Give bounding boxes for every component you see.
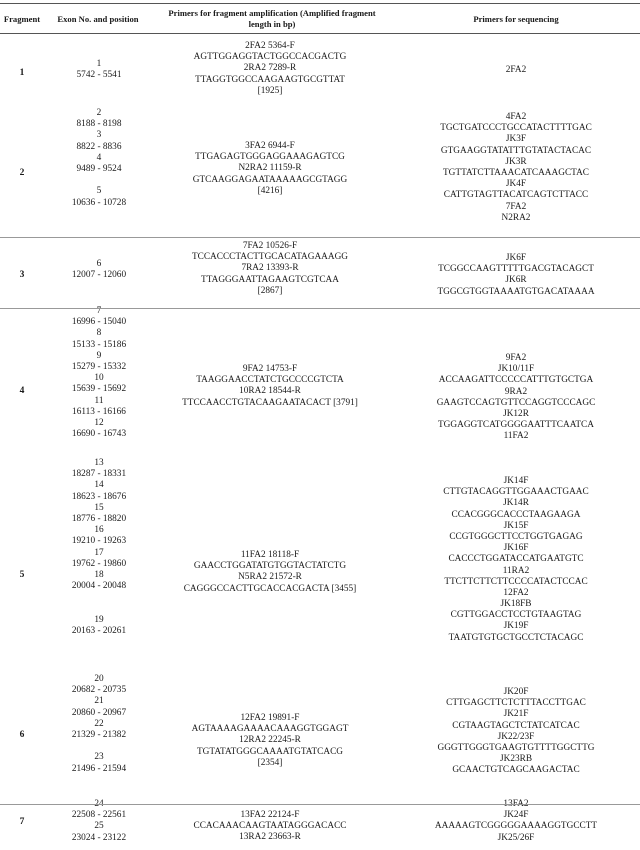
- sequencing-cell-line: JK6R: [505, 275, 527, 286]
- exon-cell: [44, 259, 154, 281]
- exon-cell-line: 15639 - 15692: [71, 384, 127, 395]
- sequencing-cell-line: JK20F: [503, 687, 529, 697]
- fragment-number: 4: [19, 386, 25, 396]
- header-fragment: Fragment: [3, 14, 41, 24]
- fragment-number: 6: [19, 730, 25, 740]
- exon-cell-line: 2: [96, 108, 102, 118]
- sequencing-cell-line: 9RA2: [504, 386, 528, 397]
- exon-cell-line: 10636 - 10728: [71, 197, 127, 208]
- exon-cell-line: 21329 - 21382: [71, 729, 127, 740]
- amplification-cell-line: N5RA2 21572-R: [238, 572, 302, 583]
- exon-cell: [44, 799, 154, 844]
- exon-cell-line: [44, 603, 154, 614]
- exon-cell-line: 11: [94, 395, 104, 406]
- sequencing-cell-line: JK21F: [503, 709, 529, 720]
- sequencing-cell-line: 13FA2: [503, 799, 529, 809]
- amplification-cell-line: CCACAAACAAGTAATAGGGACACC: [193, 821, 347, 832]
- amplification-cell-line: 10RA2 18544-R: [239, 386, 301, 397]
- sequencing-cell: [392, 799, 640, 844]
- sequencing-cell-line: JK22/23F: [497, 731, 535, 742]
- sequencing-cell-line: GTGAAGGTATATTTGTATACTACAC: [440, 145, 592, 156]
- exon-cell-line: 12: [94, 417, 104, 428]
- sequencing-cell-line: JK4F: [505, 179, 527, 190]
- amplification-cell-line: 3FA2 6944-F: [245, 141, 295, 151]
- header-bottom-rule: [0, 33, 640, 34]
- sequencing-cell-line: TGTTATCTTAAACATCAAAGCTAC: [443, 167, 589, 178]
- sequencing-cell-line: CATTGTAGTTACATCAGTCTTACC: [443, 190, 589, 201]
- sequencing-cell: [392, 253, 640, 298]
- row-divider: [0, 237, 640, 238]
- sequencing-cell-line: JK10/11F: [497, 364, 535, 375]
- exon-cell-line: 8: [96, 328, 102, 339]
- sequencing-cell-line: JK25/26F: [497, 832, 535, 843]
- amplification-cell-line: AGTAAAAGAAAACAAAGGTGGAGT: [191, 724, 349, 735]
- exon-cell-line: 19762 - 19860: [71, 558, 127, 569]
- sequencing-cell-line: 7FA2: [505, 201, 527, 212]
- sequencing-cell-line: 9FA2: [505, 353, 527, 363]
- amplification-cell-line: [2354]: [257, 757, 283, 768]
- exon-cell-line: 18623 - 18676: [71, 491, 127, 502]
- fragment-number: 1: [19, 68, 25, 78]
- sequencing-cell-line: N2RA2: [501, 212, 531, 223]
- exon-cell-line: 7: [96, 306, 102, 316]
- exon-cell-line: 1: [96, 59, 102, 69]
- exon-cell-line: 20682 - 20735: [71, 685, 127, 696]
- exon-cell-line: 16690 - 16743: [71, 429, 127, 440]
- amplification-cell-line: 13RA2 23663-R: [239, 832, 301, 843]
- amplification-cell-line: 2FA2 5364-F: [245, 41, 295, 51]
- sequencing-cell-line: CACCCTGGATACCATGAATGTC: [448, 554, 584, 565]
- fragment-number: 2: [19, 168, 25, 178]
- exon-cell-line: 12007 - 12060: [71, 270, 127, 281]
- amplification-cell: [150, 810, 390, 844]
- sequencing-cell-line: CTTGAGCTTCTCTTTACCTTGAC: [446, 698, 586, 709]
- amplification-cell-line: 13FA2 22124-F: [240, 810, 300, 820]
- exon-cell: [44, 306, 154, 440]
- exon-cell-line: 6: [96, 259, 102, 269]
- sequencing-cell-line: JK12R: [503, 408, 529, 419]
- sequencing-cell-line: JK14R: [503, 498, 529, 509]
- sequencing-cell: [392, 353, 640, 443]
- amplification-cell: [150, 364, 390, 409]
- amplification-cell: [150, 241, 390, 297]
- sequencing-cell-line: GCAACTGTCAGCAAGACTAC: [452, 765, 580, 776]
- amplification-cell-line: TAAGGAACCTATCTGCCCCGTCTA: [196, 375, 344, 386]
- exon-cell: [44, 108, 154, 209]
- sequencing-cell-line: GGGTTGGGTGAAGTGTTTTGGCTTG: [437, 742, 595, 753]
- fragment-number: 5: [19, 570, 25, 580]
- exon-cell-line: 19210 - 19263: [71, 536, 127, 547]
- sequencing-cell-line: JK23RB: [499, 754, 533, 765]
- sequencing-cell-line: JK14F: [503, 476, 529, 486]
- amplification-cell-line: 12RA2 22245-R: [239, 735, 301, 746]
- sequencing-cell: [392, 112, 640, 224]
- exon-cell-line: 18776 - 18820: [71, 513, 127, 524]
- exon-cell-line: 22508 - 22561: [71, 810, 127, 821]
- sequencing-cell-line: JK19F: [503, 621, 529, 632]
- sequencing-cell-line: ACCAAGATTCCCCCATTTGTGCTGA: [438, 375, 594, 386]
- amplification-cell-line: N2RA2 11159-R: [238, 163, 302, 174]
- sequencing-cell-line: TAATGTGTGCTGCCTCTACAGC: [448, 632, 584, 643]
- exon-cell-line: 25: [94, 821, 104, 832]
- exon-cell-line: 16: [94, 525, 104, 536]
- sequencing-cell-line: AAAAAGTCGGGGGAAAAGGTGCCTT: [434, 821, 598, 832]
- sequencing-cell-line: JK16F: [503, 543, 529, 554]
- exon-cell: [44, 59, 154, 81]
- exon-cell-line: 8822 - 8836: [76, 141, 122, 152]
- amplification-cell-line: GTCAAGGAGAATAAAAAGCGTAGG: [192, 174, 348, 185]
- sequencing-cell-line: 4FA2: [505, 112, 527, 122]
- exon-cell-line: 20860 - 20967: [71, 707, 127, 718]
- sequencing-cell-line: CGTAAGTAGCTCTATCATCAC: [452, 720, 580, 731]
- exon-cell-line: 13: [94, 458, 104, 468]
- fragment-number: 7: [19, 817, 25, 827]
- amplification-cell-line: [1925]: [257, 85, 283, 96]
- exon-cell-line: 23: [94, 752, 104, 763]
- exon-cell-line: 18287 - 18331: [71, 469, 127, 480]
- exon-cell-line: 17: [94, 547, 104, 558]
- amplification-cell-line: 12FA2 19891-F: [240, 713, 300, 723]
- sequencing-cell-line: TTCTTCTTCTTCCCCATACTCCAC: [444, 576, 588, 587]
- header-exon: Exon No. and position: [57, 14, 139, 24]
- exon-cell-line: 20004 - 20048: [71, 581, 127, 592]
- exon-cell-line: [44, 175, 154, 186]
- exon-cell-line: 21: [94, 696, 104, 707]
- sequencing-cell-line: JK3R: [505, 156, 527, 167]
- exon-cell-line: 5: [96, 186, 102, 197]
- exon-cell: [44, 458, 154, 637]
- amplification-cell-line: TGTATATGGGCAAAATGTATCACG: [197, 746, 343, 757]
- sequencing-cell-line: JK6F: [505, 253, 527, 263]
- sequencing-cell-line: 2FA2: [505, 65, 527, 75]
- header-sequencing: Primers for sequencing: [473, 14, 559, 24]
- amplification-cell-line: CAGGGCCACTTGCACCACGACTA [3455]: [183, 583, 357, 594]
- exon-cell-line: 9489 - 9524: [76, 163, 122, 174]
- fragment-number: 3: [19, 270, 25, 280]
- sequencing-cell-line: CTTGTACAGGTTGGAAACTGAAC: [443, 487, 589, 498]
- exon-cell-line: 16996 - 15040: [71, 317, 127, 328]
- exon-cell-line: 15: [94, 502, 104, 513]
- sequencing-cell-line: JK24F: [503, 810, 529, 821]
- sequencing-cell-line: CCACGGGCACCCTAAGAAGA: [451, 509, 581, 520]
- sequencing-cell-line: JK18FB: [500, 599, 532, 610]
- exon-cell-line: 24: [94, 799, 104, 809]
- sequencing-cell-line: TCGGCCAAGTTTTTGACGTACAGCT: [438, 264, 594, 275]
- amplification-cell-line: 9FA2 14753-F: [242, 364, 298, 374]
- sequencing-cell: [392, 65, 640, 76]
- sequencing-cell-line: TGGCGTGGTAAAATGTGACATAAAA: [437, 286, 595, 297]
- exon-cell-line: 20163 - 20261: [71, 625, 127, 636]
- amplification-cell-line: [2867]: [257, 285, 283, 296]
- amplification-cell-line: TTCCAACCTGTACAAGAATACACT [3791]: [182, 397, 358, 408]
- amplification-cell-line: 7RA2 13393-R: [241, 263, 299, 274]
- amplification-cell: [150, 550, 390, 595]
- row-divider: [0, 308, 640, 309]
- amplification-cell-line: 7FA2 10526-F: [242, 241, 298, 251]
- table-top-rule: [0, 3, 640, 4]
- exon-cell-line: 5742 - 5541: [76, 70, 122, 81]
- row-divider: [0, 804, 640, 805]
- header-amplification: Primers for fragment amplification (Amplified fragment length in bp): [168, 8, 376, 29]
- sequencing-cell: [392, 476, 640, 644]
- exon-cell-line: 15133 - 15186: [71, 339, 127, 350]
- amplification-cell-line: 11FA2 18118-F: [240, 550, 300, 560]
- sequencing-cell-line: 12FA2: [503, 587, 529, 598]
- sequencing-cell-line: CCGTGGGCTTCCTGGTGAGAG: [449, 531, 583, 542]
- sequencing-cell-line: GAAGTCCAGTGTTCCAGGTCCCAGC: [436, 397, 596, 408]
- exon-cell-line: 8188 - 8198: [76, 119, 122, 130]
- amplification-cell-line: [4216]: [257, 185, 283, 196]
- exon-cell-line: 14: [94, 480, 104, 491]
- amplification-cell-line: 2RA2 7289-R: [243, 63, 297, 74]
- amplification-cell: [150, 141, 390, 197]
- sequencing-cell-line: TGGAGGTCATGGGGAATTTCAATCA: [438, 420, 594, 431]
- exon-cell-line: 10: [94, 373, 104, 384]
- amplification-cell-line: TTAGGGAATTAGAAGTCGTCAA: [201, 274, 339, 285]
- exon-cell-line: 3: [96, 130, 102, 141]
- sequencing-cell-line: TGCTGATCCCTGCCATACTTTTGAC: [440, 123, 592, 134]
- amplification-cell-line: TCCACCCTACTTGCACATAGAAAGG: [191, 252, 349, 263]
- exon-cell-line: 9: [96, 350, 102, 361]
- sequencing-cell-line: JK15F: [503, 520, 529, 531]
- amplification-cell: [150, 713, 390, 769]
- amplification-cell-line: GAACCTGGATATGTGGTACTATCTG: [193, 561, 347, 572]
- exon-cell-line: 18: [94, 569, 104, 580]
- exon-cell-line: 23024 - 23122: [71, 832, 127, 843]
- sequencing-cell-line: 11FA2: [503, 431, 529, 442]
- exon-cell-line: 15279 - 15332: [71, 361, 127, 372]
- sequencing-cell-line: 11RA2: [502, 565, 530, 576]
- exon-cell: [44, 674, 154, 775]
- amplification-cell: [150, 41, 390, 97]
- amplification-cell-line: AGTTGGAGGTACTGGCCACGACTG: [193, 52, 347, 63]
- exon-cell-line: 16113 - 16166: [72, 406, 126, 417]
- exon-cell-line: 22: [94, 718, 104, 729]
- exon-cell-line: [44, 592, 154, 603]
- exon-cell-line: 20: [94, 674, 104, 684]
- amplification-cell-line: TTGAGAGTGGGAGGAAAGAGTCG: [195, 152, 345, 163]
- sequencing-cell-line: JK3F: [505, 134, 527, 145]
- sequencing-cell-line: CGTTGGACCTCCTGTAAGTAG: [450, 610, 582, 621]
- sequencing-cell: [392, 687, 640, 777]
- exon-cell-line: [44, 741, 154, 752]
- exon-cell-line: 21496 - 21594: [71, 763, 127, 774]
- amplification-cell-line: TTAGGTGGCCAAGAAGTGCGTTAT: [195, 74, 345, 85]
- exon-cell-line: 19: [94, 614, 104, 625]
- exon-cell-line: 4: [96, 152, 102, 163]
